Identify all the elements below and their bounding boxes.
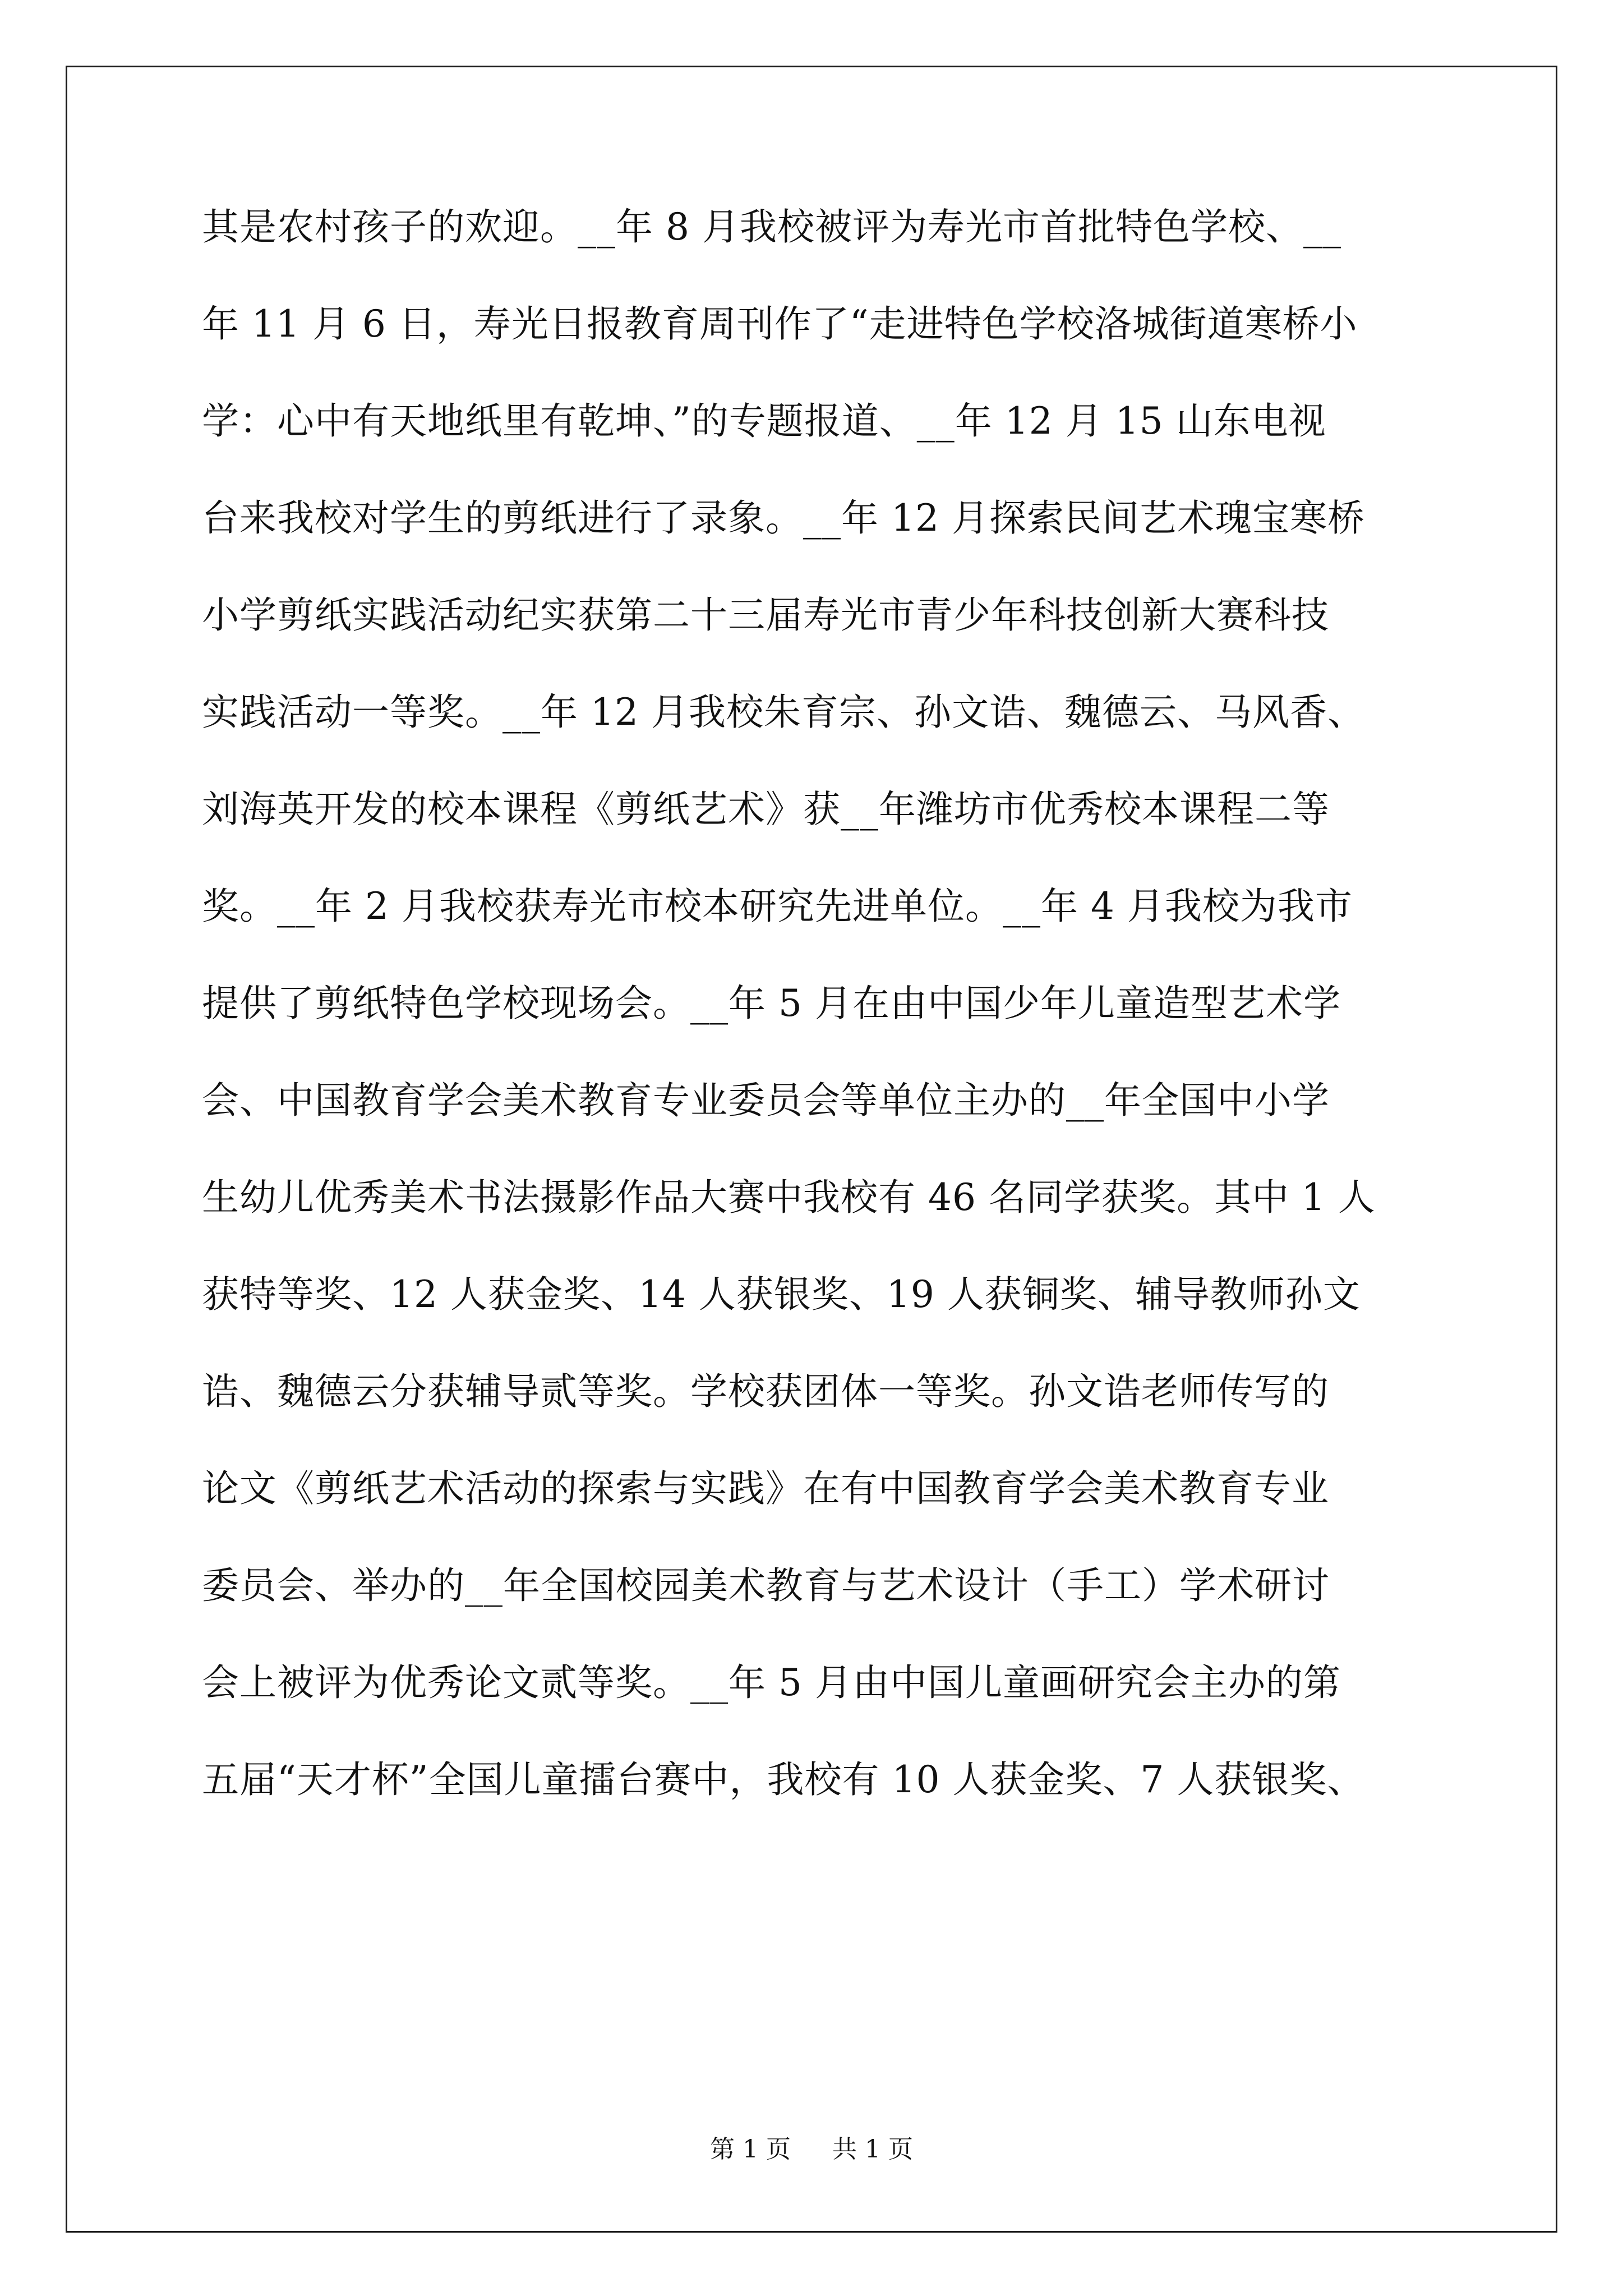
text-line: 生幼儿优秀美术书法摄影作品大赛中我校有 46 名同学获奖。其中 1 人 (202, 1176, 1376, 1219)
page-number-current: 第 1 页 (710, 2135, 791, 2164)
text-line: 论文《剪纸艺术活动的探索与实践》在有中国教育学会美术教育专业 (202, 1467, 1329, 1510)
text-line: 诰、魏德云分获辅导贰等奖。学校获团体一等奖。孙文诰老师传写的 (202, 1370, 1329, 1413)
text-line: 小学剪纸实践活动纪实获第二十三届寿光市青少年科技创新大赛科技 (202, 593, 1329, 637)
text-line: 会、中国教育学会美术教育专业委员会等单位主办的__年全国中小学 (202, 1079, 1330, 1122)
page-number-total: 共 1 页 (832, 2135, 913, 2164)
text-line: 其是农村孩子的欢迎。__年 8 月我校被评为寿光市首批特色学校、__ (202, 205, 1341, 249)
text-line: 委员会、举办的__年全国校园美术教育与艺术设计（手工）学术研讨 (202, 1564, 1330, 1607)
text-line: 年 11 月 6 日，寿光日报教育周刊作了“走进特色学校洛城街道寒桥小 (202, 302, 1358, 346)
text-line: 刘海英开发的校本课程《剪纸艺术》获__年潍坊市优秀校本课程二等 (202, 788, 1330, 831)
text-line: 奖。__年 2 月我校获寿光市校本研究先进单位。__年 4 月我校为我市 (202, 885, 1353, 928)
text-line: 学：心中有天地纸里有乾坤、”的专题报道、__年 12 月 15 山东电视 (202, 399, 1326, 443)
text-line: 台来我校对学生的剪纸进行了录象。__年 12 月探索民间艺术瑰宝寒桥 (202, 496, 1365, 540)
text-line: 会上被评为优秀论文贰等奖。__年 5 月由中国儿童画研究会主办的第 (202, 1661, 1341, 1704)
text-line: 五届“天才杯”全国儿童擂台赛中，我校有 10 人获金奖、7 人获银奖、 (202, 1758, 1365, 1801)
page-footer (0, 2129, 1623, 2165)
text-line: 实践活动一等奖。__年 12 月我校朱育宗、孙文诰、魏德云、马风香、 (202, 691, 1365, 734)
text-line: 提供了剪纸特色学校现场会。__年 5 月在由中国少年儿童造型艺术学 (202, 982, 1341, 1025)
text-line: 获特等奖、12 人获金奖、14 人获银奖、19 人获铜奖、辅导教师孙文 (202, 1273, 1361, 1316)
document-body (202, 205, 1436, 1857)
